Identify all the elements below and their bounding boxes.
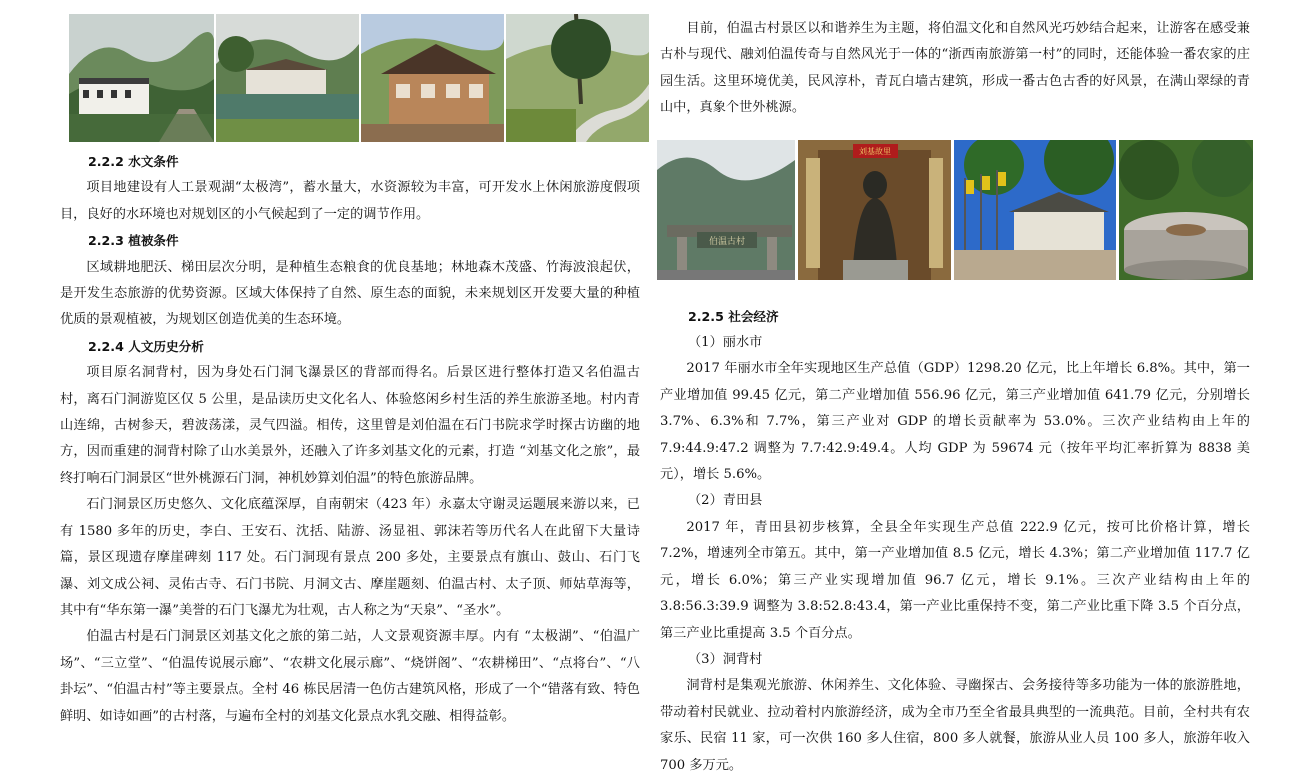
right-photo-strip [657, 140, 1250, 280]
section-2-2-4-title: 2.2.4 人文历史分析 [88, 338, 204, 354]
wooden-house-photo [361, 14, 504, 142]
lishui-label: （1）丽水市 [688, 335, 763, 351]
left-photo-strip [69, 14, 640, 142]
pond-village-photo [216, 14, 359, 142]
section-2-2-4-para-1: 项目原名洞背村，因为身处石门洞飞瀑景区的背部而得名。后景区进行整体打造又名伯温古村，离石门洞游览区仅 5 公里，是品读历史文化名人、体验悠闲乡村生活的养生旅游圣地。村内青山连绵，古树参天，碧波荡漾，灵气四溢。相传，这里曾是刘伯温在石门书院求学时探古访幽的地方，因而重建的洞背村除了山水美景外，还融入了许多刘基文化的元素，打造 “刘基文化之旅”，最终打响石门洞景区“世外桃源石门洞，神机妙算刘伯温”的特色旅游品牌。 [60, 365, 640, 486]
memorial-gate-photo [657, 140, 795, 280]
mountain-village-photo [69, 14, 214, 142]
intro-paragraph: 目前，伯温古村景区以和谐养生为主题，将伯温文化和自然风光巧妙结合起来，让游客在感受兼古朴与现代、融刘伯温传奇与自然风光于一体的“浙西南旅游第一村”的同时，还能体验一番农家的庄园生活。这里环境优美，民风淳朴，青瓦白墙古建筑，形成一番古色古香的好风景，在满山翠绿的青山中，真象个世外桃源。 [660, 21, 1250, 116]
left-column [60, 0, 640, 730]
stone-altar-photo [1119, 140, 1253, 280]
right-column [660, 0, 1250, 779]
mountain-path-photo [506, 14, 649, 142]
qingtian-label: （2）青田县 [688, 493, 763, 509]
section-2-2-5-title: 2.2.5 社会经济 [688, 308, 779, 324]
lishui-text: 2017 年丽水市全年实现地区生产总值（GDP）1298.20 亿元，比上年增长 6.8%。其中，第一产业增加值 99.45 亿元，第二产业增加值 556.96 亿元，第三产业增加值 641.79 亿元，分别增长 3.7%、6.3%和 7.7%，第三产业对 GDP 的增长贡献率为 53.0%。三次产业结构由上年的 7.9:44.9:47.2 调整为 7.7:42.9:49.4。人均 GDP 为 59674 元（按年平均汇率折算为 8838 美元），增长 5.6%。 [660, 361, 1250, 483]
statue-photo [798, 140, 951, 280]
section-2-2-4-para-3: 伯温古村是石门洞景区刘基文化之旅的第二站，人文景观资源丰厚。内有 “太极湖”、“伯温广场”、“三立堂”、“伯温传说展示廊”、“农耕文化展示廊”、“烧饼阁”、“农耕梯田”、“点将台”、“八卦坛”、“伯温古村”等主要景点。全村 46 栋民居清一色仿古建筑风格，形成了一个“错落有致、特色鲜明、如诗如画”的古村落，与遍布全村的刘基文化景点水乳交融、相得益彰。 [60, 629, 640, 724]
section-2-2-2-text: 项目地建设有人工景观湖“太极湾”，蓄水量大，水资源较为丰富，可开发水上休闲旅游度假项目，良好的水环境也对规划区的小气候起到了一定的调节作用。 [60, 180, 640, 222]
village-flags-photo [954, 140, 1116, 280]
section-2-2-3-title: 2.2.3 植被条件 [88, 233, 179, 249]
gate-plaque-text: 伯温古村 [708, 236, 746, 247]
section-2-2-3-text: 区域耕地肥沃、梯田层次分明，是种植生态粮食的优良基地；林地森木茂盛、竹海波浪起伏，是开发生态旅游的优势资源。区域大体保持了自然、原生态的面貌，未来规划区开发要大量的种植优质的景观植被，为规划区创造优美的生态环境。 [60, 259, 640, 328]
dongbei-label: （3）洞背村 [688, 651, 763, 667]
statue-plaque-text: 刘基故里 [859, 146, 891, 156]
dongbei-text: 洞背村是集观光旅游、休闲养生、文化体验、寻幽探古、会务接待等多功能为一体的旅游胜地，带动着村民就业、拉动着村内旅游经济，成为全市乃至全省最具典型的一流典范。目前，全村共有农家乐、民宿 11 家，可一次供 160 多人住宿，800 多人就餐，旅游从业人员 100 多人，旅游年收入 700 多万元。 [660, 678, 1250, 773]
qingtian-text: 2017 年，青田县初步核算，全县全年实现生产总值 222.9 亿元，按可比价格计算，增长 7.2%，增速列全市第五。其中，第一产业增加值 8.5 亿元，增长 4.3%；第二产业增加值 117.7 亿元，增长 6.0%；第三产业实现增加值 96.7 亿元，增长 9.1%。三次产业结构由上年的 3.8:56.3:39.9 调整为 3.8:52.8:43.4，第一产业比重保持不变，第二产业比重下降 3.5 个百分点，第三产业比重提高 3.5 个百分点。 [660, 519, 1250, 641]
section-2-2-4-para-2: 石门洞景区历史悠久、文化底蕴深厚，自南朝宋（423 年）永嘉太守谢灵运题展来游以来，已有 1580 多年的历史，李白、王安石、沈括、陆游、汤显祖、郭沫若等历代名人在此留下大量诗篇，景区现遗存摩崖碑刻 117 处。石门洞现有景点 200 多处，主要景点有旗山、鼓山、石门飞瀑、刘文成公祠、灵佑古寺、石门书院、月洞文古、摩崖题刻、伯温古村、太子顶、师姑草海等，其中有“华东第一瀑”美誉的石门飞瀑尤为壮观，古人称之为“天泉”、“圣水”。 [60, 497, 640, 618]
section-2-2-2-title: 2.2.2 水文条件 [88, 154, 179, 169]
